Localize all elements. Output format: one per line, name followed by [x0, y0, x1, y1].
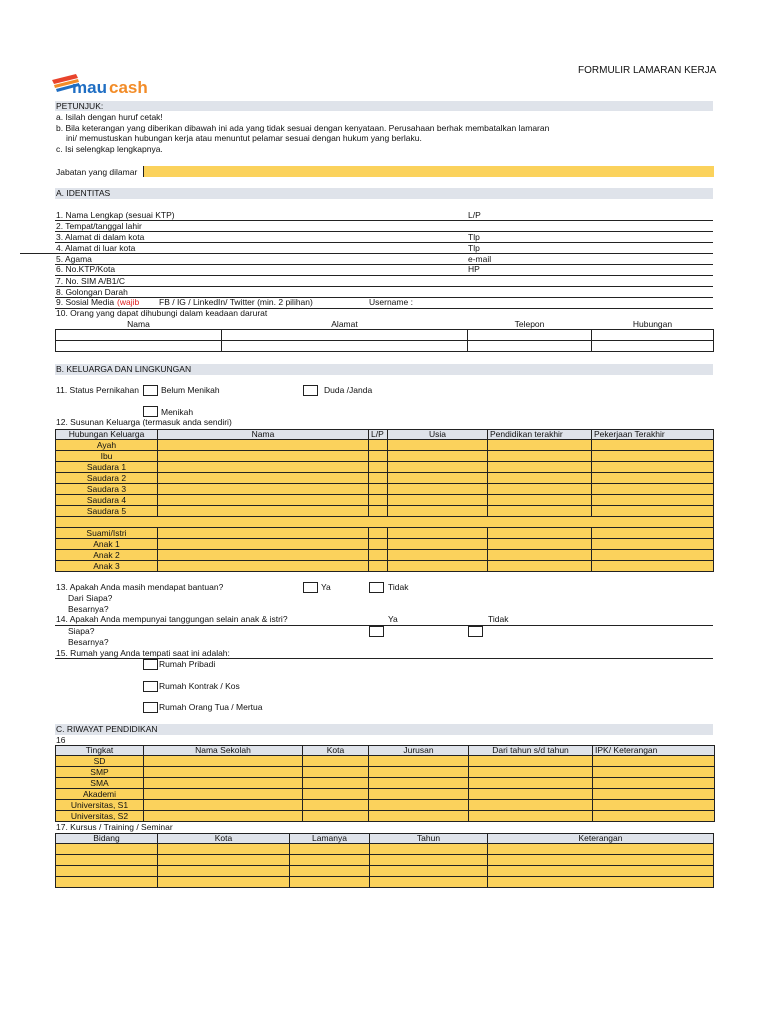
jabatan-label: Jabatan yang dilamar — [56, 167, 138, 177]
edu-header-kota: Kota — [303, 746, 369, 756]
family-header-nama: Nama — [158, 430, 369, 440]
duda-janda-label: Duda /Janda — [324, 385, 373, 395]
menikah-checkbox[interactable] — [143, 406, 158, 417]
nama-line[interactable] — [55, 220, 713, 221]
table-row[interactable] — [56, 855, 714, 866]
family-header-hubungan: Hubungan Keluarga — [56, 430, 158, 440]
agama-line[interactable] — [55, 264, 713, 265]
alamat-luar-line[interactable] — [20, 253, 713, 254]
sim-label: 7. No. SIM A/B1/C — [56, 276, 125, 286]
family-row-label: Saudara 5 — [56, 506, 158, 517]
brand-mau: mau — [72, 78, 107, 97]
brand-cash: cash — [109, 78, 148, 97]
nama-lengkap-label: 1. Nama Lengkap (sesuai KTP) — [56, 210, 175, 220]
sim-line[interactable] — [55, 286, 713, 287]
belum-menikah-label: Belum Menikah — [161, 385, 220, 395]
username-label: Username : — [369, 297, 413, 307]
edu-row-label: SMA — [56, 778, 144, 789]
table-row[interactable] — [56, 539, 714, 550]
darurat-label: 10. Orang yang dapat dihubungi dalam keadaan darurat — [56, 308, 268, 318]
bantuan-tidak-checkbox[interactable] — [369, 582, 384, 593]
page-title: FORMULIR LAMARAN KERJA — [578, 65, 717, 76]
table-row[interactable] — [56, 844, 714, 855]
edu-header-tahun: Dari tahun s/d tahun — [469, 746, 593, 756]
edu-header-nama-sekolah: Nama Sekolah — [144, 746, 303, 756]
ttl-line[interactable] — [55, 231, 713, 232]
family-row-label: Suami/Istri — [56, 528, 158, 539]
identitas-heading: A. IDENTITAS — [56, 188, 111, 198]
pendidikan-heading: C. RIWAYAT PENDIDIKAN — [56, 724, 158, 734]
edu-row-label: SMP — [56, 767, 144, 778]
kursus-header-tahun: Tahun — [370, 834, 488, 844]
family-row-label: Anak 3 — [56, 561, 158, 572]
menikah-label: Menikah — [161, 407, 194, 417]
family-header-pendidikan: Pendidikan terakhir — [488, 430, 592, 440]
bantuan-ya-label: Ya — [321, 582, 331, 592]
tanggungan-line — [55, 625, 713, 626]
lp-label: L/P — [468, 210, 481, 220]
duda-janda-checkbox[interactable] — [303, 385, 318, 396]
rumah-label: 15. Rumah yang Anda tempati saat ini adalah: — [56, 648, 230, 658]
table-row[interactable] — [56, 866, 714, 877]
status-label: 11. Status Pernikahan — [56, 385, 140, 395]
edu-header-jurusan: Jurusan — [369, 746, 469, 756]
identitas-band — [55, 188, 713, 199]
brand-logo — [50, 72, 160, 98]
family-row-label: Ibu — [56, 451, 158, 462]
table-row[interactable] — [56, 800, 715, 811]
table-row[interactable] — [56, 778, 715, 789]
ktp-line[interactable] — [55, 275, 713, 276]
tanggungan-tidak-checkbox[interactable] — [468, 626, 483, 637]
belum-menikah-checkbox[interactable] — [143, 385, 158, 396]
family-row-label: Anak 1 — [56, 539, 158, 550]
besarnya-label-1: Besarnya? — [68, 604, 109, 614]
alamat-luar-label: 4. Alamat di luar kota — [56, 243, 136, 253]
keluarga-heading: B. KELUARGA DAN LINGKUNGAN — [56, 364, 192, 374]
table-row[interactable] — [56, 495, 714, 506]
table-row[interactable] — [56, 877, 714, 888]
susunan-keluarga-label: 12. Susunan Keluarga (termasuk anda sendiri) — [56, 417, 232, 427]
petunjuk-label: PETUNJUK: — [56, 101, 104, 111]
kursus-label: 17. Kursus / Training / Seminar — [56, 822, 173, 832]
edu-row-label: Universitas, S1 — [56, 800, 144, 811]
email-label: e-mail — [468, 254, 492, 264]
family-table — [55, 429, 714, 572]
table-row[interactable] — [56, 484, 714, 495]
emergency-row[interactable] — [56, 340, 714, 351]
besarnya-label-2: Besarnya? — [68, 637, 109, 647]
tanggungan-label: 14. Apakah Anda mempunyai tanggungan selain anak & istri? — [56, 614, 288, 624]
ktp-label: 6. No.KTP/Kota — [56, 264, 116, 274]
tlp-label-2: Tlp — [468, 243, 480, 253]
family-header-usia: Usia — [388, 430, 488, 440]
alamat-dalam-label: 3. Alamat di dalam kota — [56, 232, 145, 242]
emergency-header-alamat: Alamat — [222, 319, 468, 329]
edu-row-label: Universitas, S2 — [56, 811, 144, 822]
emergency-header-hubungan: Hubungan — [592, 319, 714, 329]
table-row[interactable] — [56, 561, 714, 572]
dari-siapa-label: Dari Siapa? — [68, 593, 113, 603]
family-row-label: Saudara 2 — [56, 473, 158, 484]
table-row[interactable] — [56, 528, 714, 539]
siapa-label: Siapa? — [68, 626, 95, 636]
family-spacer-row — [56, 517, 714, 528]
rumah-pribadi-label: Rumah Pribadi — [159, 659, 216, 669]
table-row[interactable] — [56, 756, 715, 767]
kursus-header-keterangan: Keterangan — [488, 834, 714, 844]
rumah-pribadi-checkbox[interactable] — [143, 659, 158, 670]
tanggungan-ya-label: Ya — [388, 614, 398, 624]
bantuan-label: 13. Apakah Anda masih mendapat bantuan? — [56, 582, 224, 592]
edu-header-ipk: IPK/ Keterangan — [593, 746, 715, 756]
ttl-label: 2. Tempat/tanggal lahir — [56, 221, 142, 231]
alamat-dalam-line[interactable] — [55, 242, 713, 243]
tanggungan-ya-checkbox[interactable] — [369, 626, 384, 637]
tanggungan-tidak-label: Tidak — [488, 614, 509, 624]
edu-header-tingkat: Tingkat — [56, 746, 144, 756]
bantuan-ya-checkbox[interactable] — [303, 582, 318, 593]
jabatan-input[interactable] — [143, 166, 714, 177]
family-row-label: Anak 2 — [56, 550, 158, 561]
q16-label: 16 — [56, 735, 66, 745]
kursus-table — [55, 833, 714, 888]
sosmed-wajib: (wajib — [117, 297, 140, 307]
rumah-ortu-checkbox[interactable] — [143, 702, 158, 713]
petunjuk-a: a. Isilah dengan huruf cetak! — [56, 112, 163, 122]
emergency-table — [55, 319, 714, 352]
tlp-label-1: Tlp — [468, 232, 480, 242]
kursus-header-kota: Kota — [158, 834, 290, 844]
family-row-label: Saudara 4 — [56, 495, 158, 506]
agama-label: 5. Agama — [56, 254, 92, 264]
kursus-header-lamanya: Lamanya — [290, 834, 370, 844]
rumah-kontrak-label: Rumah Kontrak / Kos — [159, 681, 240, 691]
golongan-darah-label: 8. Golongan Darah — [56, 287, 128, 297]
family-header-pekerjaan: Pekerjaan Terakhir — [592, 430, 714, 440]
petunjuk-b2: ini/ memustuskan hubungan kerja atau menuntut pelamar sesuai dengan hukum yang berlaku. — [66, 133, 422, 143]
table-row[interactable] — [56, 462, 714, 473]
edu-row-label: SD — [56, 756, 144, 767]
edu-row-label: Akademi — [56, 789, 144, 800]
table-row[interactable] — [56, 473, 714, 484]
table-row[interactable] — [56, 440, 714, 451]
kursus-header-bidang: Bidang — [56, 834, 158, 844]
rumah-ortu-label: Rumah Orang Tua / Mertua — [159, 702, 263, 712]
family-row-label: Saudara 1 — [56, 462, 158, 473]
emergency-row[interactable] — [56, 329, 714, 340]
family-row-label: Saudara 3 — [56, 484, 158, 495]
education-table — [55, 745, 715, 822]
petunjuk-c: c. Isi selengkap lengkapnya. — [56, 144, 163, 154]
rumah-kontrak-checkbox[interactable] — [143, 681, 158, 692]
sosmed-label: 9. Sosial Media — [56, 297, 115, 307]
table-row[interactable] — [56, 767, 715, 778]
petunjuk-b1: b. Bila keterangan yang diberikan dibawah ini ada yang tidak sesuai dengan kenyataan. Perusahaan berhak membatalkan lamaran — [56, 123, 550, 133]
hp-label: HP — [468, 264, 480, 274]
bantuan-tidak-label: Tidak — [388, 582, 409, 592]
emergency-header-telepon: Telepon — [468, 319, 592, 329]
table-row[interactable] — [56, 811, 715, 822]
table-row[interactable] — [56, 506, 714, 517]
table-row[interactable] — [56, 789, 715, 800]
sosmed-options: FB / IG / LinkedIn/ Twitter (min. 2 pilihan) — [159, 297, 313, 307]
emergency-header-nama: Nama — [56, 319, 222, 329]
petunjuk-band — [55, 101, 713, 111]
table-row[interactable] — [56, 451, 714, 462]
table-row[interactable] — [56, 550, 714, 561]
family-row-label: Ayah — [56, 440, 158, 451]
family-header-lp: L/P — [369, 430, 388, 440]
